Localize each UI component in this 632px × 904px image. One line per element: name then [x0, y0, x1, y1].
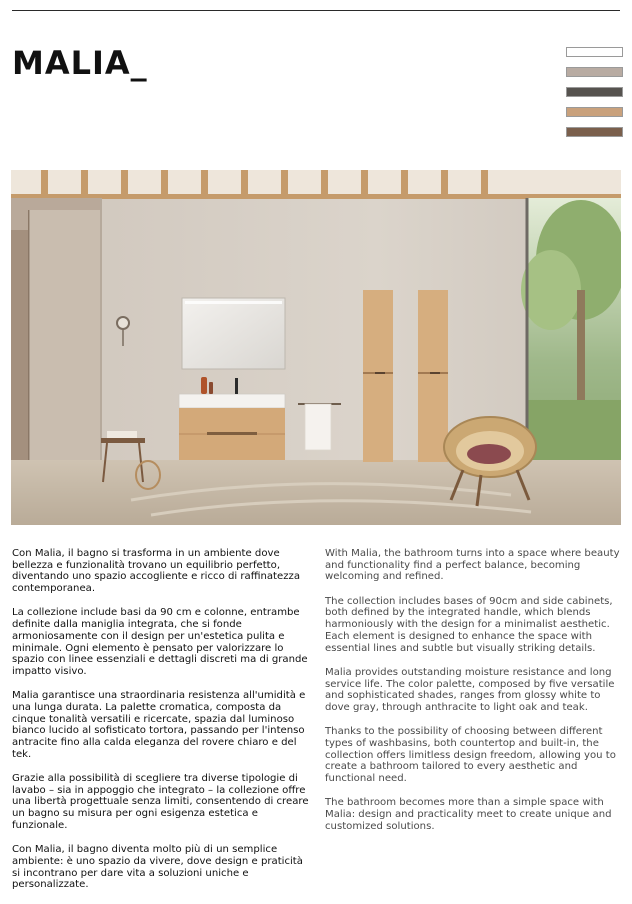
swatch-rovere-chiaro — [566, 107, 623, 117]
swatch-tortora — [566, 67, 623, 77]
bathroom-illustration — [11, 170, 621, 525]
paragraph-en-1: With Malia, the bathroom turns into a space where beauty and functionality find a perfect balance, becoming welcoming and refined. — [325, 548, 620, 583]
paragraph-it-4: Grazie alla possibilità di scegliere tra diverse tipologie di lavabo – sia in appoggio che integrato – la collezione offre una libertà progettuale senza limiti, consentendo di creare un bagno su misura per ogni esigenza estetica e funzionale. — [12, 773, 309, 831]
top-rule — [12, 10, 620, 11]
page-title: MALIA_ — [12, 44, 148, 82]
color-swatches — [566, 47, 624, 147]
paragraph-it-5: Con Malia, il bagno diventa molto più di un semplice ambiente: è uno spazio da vivere, dove design e praticità si incontrano per dare vita a soluzioni uniche e personalizzate. — [12, 844, 303, 891]
swatch-antracite — [566, 87, 623, 97]
swatch-bianco-lucido — [566, 47, 623, 57]
paragraph-en-3: Malia provides outstanding moisture resistance and long service life. The color palette, composed by five versatile and sophisticated shades, ranges from glossy white to dove gray, through anthracite to light oak and teak. — [325, 666, 615, 713]
paragraph-en-2: The collection includes bases of 90cm and side cabinets, both defined by the integrated handle, which blends harmoniously with the design for a minimalist aesthetic. Each element is designed to enhance the space with essential lines and subtle but visually striking details. — [325, 595, 613, 654]
paragraph-en-4: Thanks to the possibility of choosing between different types of washbasins, both countertop and built-in, the collection offers limitless design freedom, allowing you to create a bathroom tailored to every aesthetic and functional need. — [325, 726, 616, 785]
text-column-english — [325, 548, 622, 845]
text-column-italian — [12, 548, 309, 904]
bathroom-photo — [11, 170, 621, 525]
swatch-tek — [566, 127, 623, 137]
paragraph-it-3: Malia garantisce una straordinaria resistenza all'umidità e una lunga durata. La palette cromatica, composta da cinque tonalità versatili e ricercate, spazia dal luminoso bianco lucido al sofisticato tortora, passando per l'intenso antracite fino alla calda eleganza del rovere chiaro e del tek. — [12, 690, 306, 760]
paragraph-it-1: Con Malia, il bagno si trasforma in un ambiente dove bellezza e funzionalità trovano un equilibrio perfetto, diventando uno spazio accogliente e ricco di raffinatezza contemporanea. — [12, 548, 301, 595]
mirror — [182, 298, 285, 369]
floor — [11, 460, 621, 525]
paragraph-it-2: La collezione include basi da 90 cm e colonne, entrambe definite dalla maniglia integrata, che si fonde armoniosamente con il design per un'estetica pulita e minimale. Ogni elemento è pensato per valorizzare lo spazio con linee essenziali e dettagli discreti ma di grande impatto visivo. — [12, 607, 308, 677]
paragraph-en-5: The bathroom becomes more than a simple space with Malia: design and practicality meet to create unique and customized solutions. — [325, 797, 612, 832]
ceiling — [11, 170, 621, 198]
